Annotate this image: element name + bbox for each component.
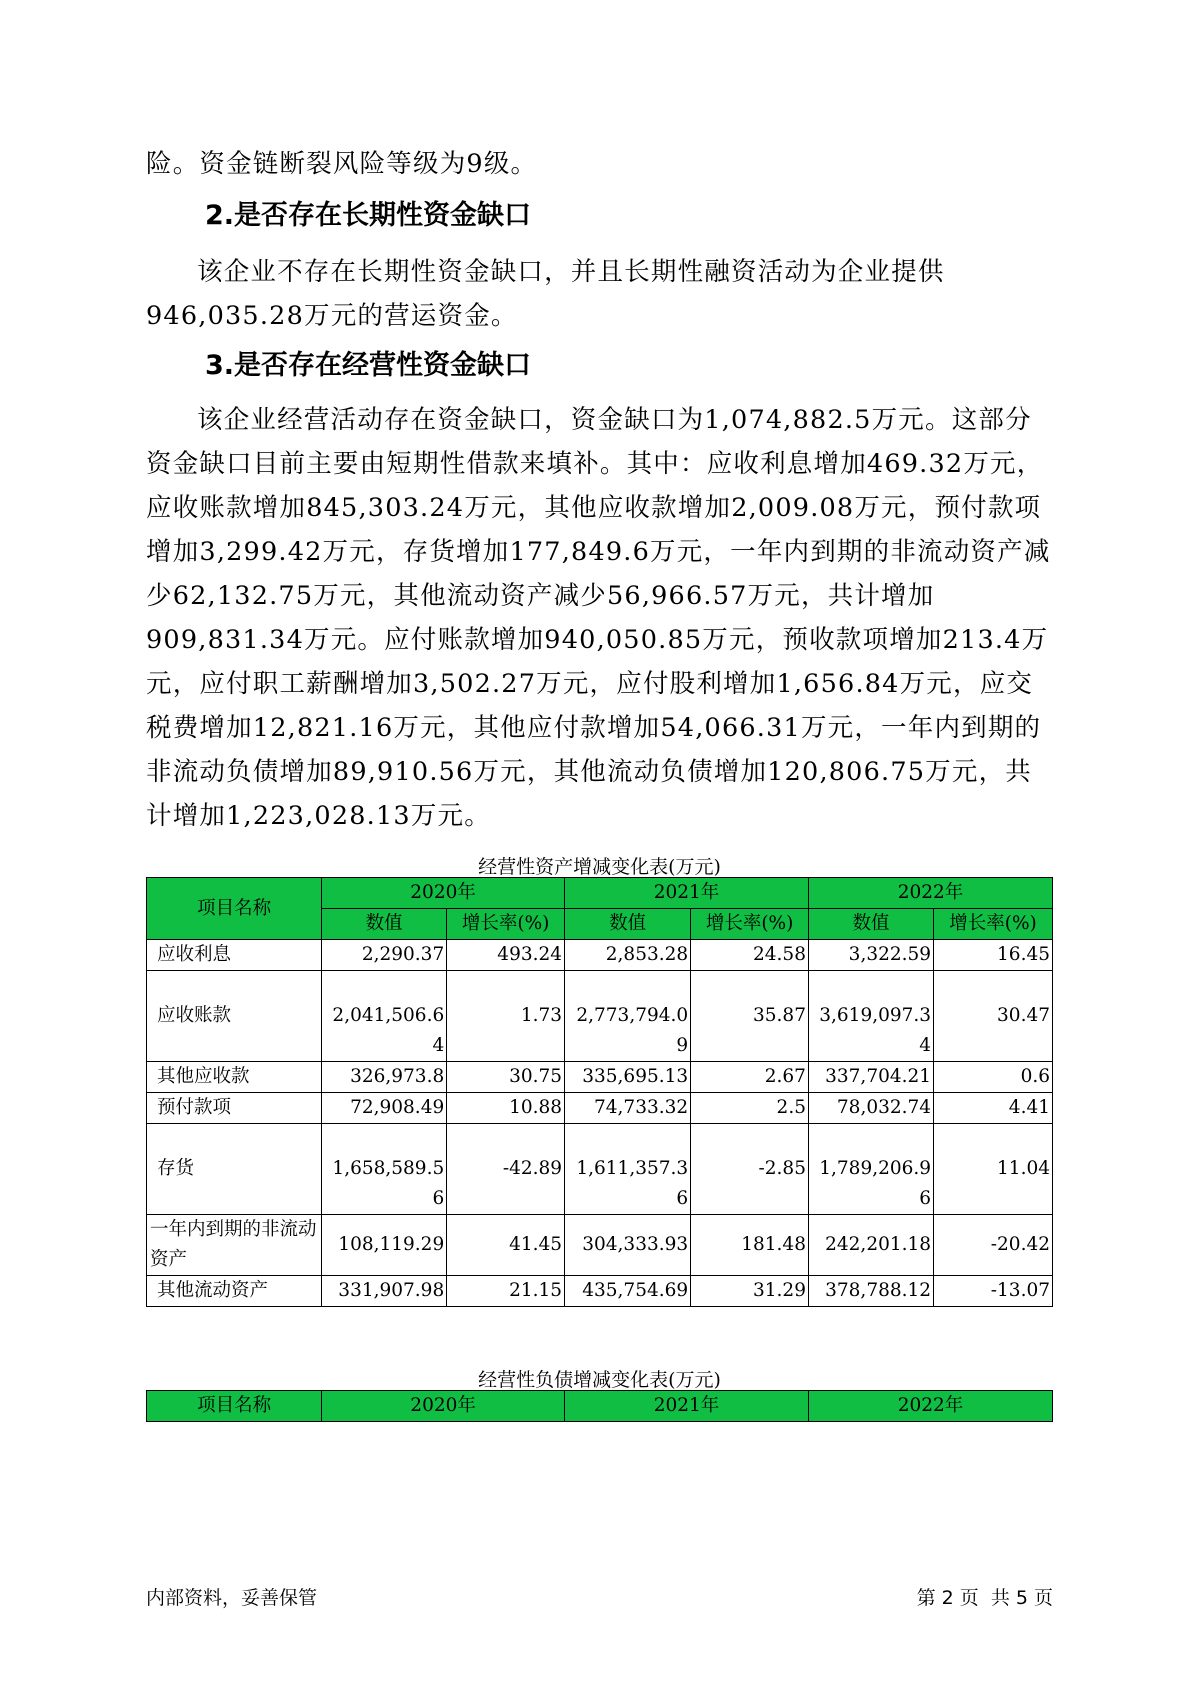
paragraph-long-term-gap: 该企业不存在长期性资金缺口，并且长期性融资活动为企业提供946,035.28万元的营运资金。 (146, 257, 945, 331)
table-row (147, 1215, 1053, 1276)
table1-year-2020: 2020年 (322, 878, 565, 909)
cell-rate: -42.89 (447, 1124, 565, 1215)
cell-rate: -13.07 (934, 1276, 1053, 1307)
row-label: 存货 (147, 1124, 322, 1215)
cell-rate: -20.42 (934, 1215, 1053, 1276)
cell-value: 242,201.18 (808, 1215, 933, 1276)
table-row (147, 971, 1053, 1062)
cell-value: 78,032.74 (808, 1093, 933, 1124)
row-label: 其他流动资产 (147, 1276, 322, 1307)
cell-value: 2,773,794.09 (565, 971, 691, 1062)
cell-rate: 1.73 (447, 971, 565, 1062)
cell-rate: 30.75 (447, 1062, 565, 1093)
cell-rate: -2.85 (691, 1124, 809, 1215)
cell-value: 3,322.59 (808, 940, 933, 971)
paragraph-operating-gap: 该企业经营活动存在资金缺口，资金缺口为1,074,882.5万元。这部分资金缺口目前主要由短期性借款来填补。其中：应收利息增加469.32万元，应收账款增加845,303.24万元，其他应收款增加2,009.08万元，预付款项增加3,299.42万元，存货增加177,849.6万元，一年内到期的非流动资产减少62,132.75万元，其他流动资产减少56,966.57万元，共计增加909,831.34万元。应付账款增加940,050.85万元，预收款项增加213.4万元，应付职工薪酬增加3,502.27万元，应付股利增加1,656.84万元，应交税费增加12,821.16万元，其他应付款增加54,066.31万元，一年内到期的非流动负债增加89,910.56万元，其他流动负债增加120,806.75万元，共计增加1,223,028.13万元。 (146, 405, 1051, 831)
cell-rate: 31.29 (691, 1276, 809, 1307)
table1-rate-header: 增长率(%) (934, 909, 1053, 940)
table1-rate-header: 增长率(%) (447, 909, 565, 940)
table-row (147, 940, 1053, 971)
table1-year-2021: 2021年 (565, 878, 809, 909)
cell-rate: 4.41 (934, 1093, 1053, 1124)
table1-item-header: 项目名称 (147, 878, 322, 940)
table-row (147, 1062, 1053, 1093)
heading-operating-gap: 3.是否存在经营性资金缺口 (205, 350, 532, 381)
table1-caption: 经营性资产增减变化表(万元) (478, 856, 721, 878)
table2-year-2021: 2021年 (565, 1391, 809, 1422)
cell-value: 335,695.13 (565, 1062, 691, 1093)
cell-rate: 16.45 (934, 940, 1053, 971)
cell-rate: 21.15 (447, 1276, 565, 1307)
cell-value: 2,853.28 (565, 940, 691, 971)
operating-liabilities-table (146, 1390, 1053, 1422)
cell-rate: 10.88 (447, 1093, 565, 1124)
cell-value: 2,041,506.64 (322, 971, 447, 1062)
heading-long-term-gap: 2.是否存在长期性资金缺口 (205, 200, 532, 231)
row-label: 应收账款 (147, 971, 322, 1062)
cell-rate: 30.47 (934, 971, 1053, 1062)
table2-caption: 经营性负债增减变化表(万元) (478, 1369, 721, 1391)
table-row (147, 1124, 1053, 1215)
cell-value: 435,754.69 (565, 1276, 691, 1307)
cell-value: 331,907.98 (322, 1276, 447, 1307)
cell-rate: 11.04 (934, 1124, 1053, 1215)
table2-year-2020: 2020年 (322, 1391, 565, 1422)
row-label: 其他应收款 (147, 1062, 322, 1093)
footer-confidential-note: 内部资料，妥善保管 (146, 1587, 318, 1609)
table-row (147, 1093, 1053, 1124)
row-label: 预付款项 (147, 1093, 322, 1124)
cell-rate: 0.6 (934, 1062, 1053, 1093)
cell-value: 337,704.21 (808, 1062, 933, 1093)
cell-rate: 35.87 (691, 971, 809, 1062)
cell-value: 72,908.49 (322, 1093, 447, 1124)
table1-rate-header: 增长率(%) (691, 909, 809, 940)
table1-value-header: 数值 (322, 909, 447, 940)
cell-rate: 181.48 (691, 1215, 809, 1276)
cell-value: 3,619,097.34 (808, 971, 933, 1062)
table1-header-row (147, 878, 1053, 909)
table1-value-header: 数值 (808, 909, 933, 940)
cell-value: 108,119.29 (322, 1215, 447, 1276)
paragraph-risk-level: 险。资金链断裂风险等级为9级。 (146, 149, 538, 179)
table-row (147, 1276, 1053, 1307)
row-label: 一年内到期的非流动资产 (147, 1215, 322, 1276)
row-label: 应收利息 (147, 940, 322, 971)
cell-rate: 24.58 (691, 940, 809, 971)
operating-assets-table (146, 877, 1053, 1307)
cell-rate: 2.5 (691, 1093, 809, 1124)
cell-value: 74,733.32 (565, 1093, 691, 1124)
cell-rate: 2.67 (691, 1062, 809, 1093)
table2-year-2022: 2022年 (809, 1391, 1053, 1422)
cell-rate: 41.45 (447, 1215, 565, 1276)
cell-value: 1,789,206.96 (808, 1124, 933, 1215)
cell-rate: 493.24 (447, 940, 565, 971)
cell-value: 304,333.93 (565, 1215, 691, 1276)
footer-page-number: 第 2 页 共 5 页 (916, 1587, 1053, 1609)
table1-value-header: 数值 (565, 909, 691, 940)
cell-value: 1,611,357.36 (565, 1124, 691, 1215)
cell-value: 378,788.12 (808, 1276, 933, 1307)
cell-value: 2,290.37 (322, 940, 447, 971)
table2-item-header: 项目名称 (147, 1391, 322, 1422)
cell-value: 1,658,589.56 (322, 1124, 447, 1215)
table2-header-row (147, 1391, 1053, 1422)
table1-year-2022: 2022年 (808, 878, 1052, 909)
cell-value: 326,973.8 (322, 1062, 447, 1093)
